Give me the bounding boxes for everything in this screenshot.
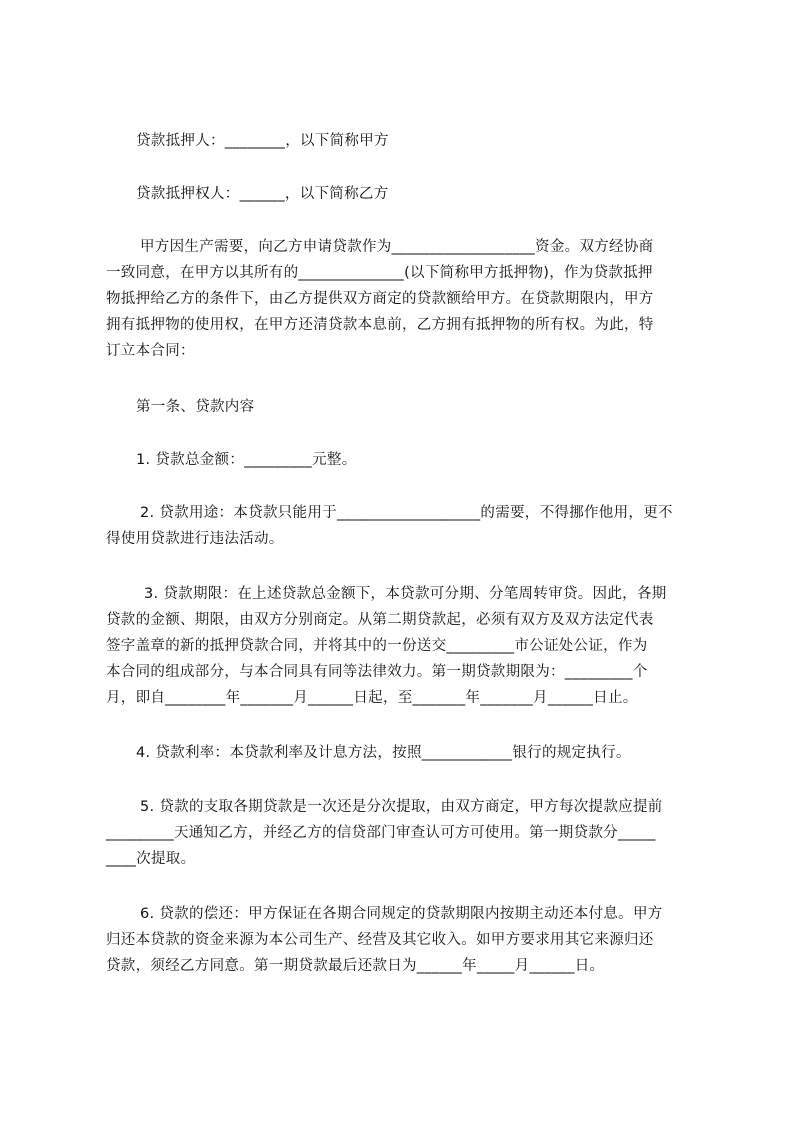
item-term-line: 贷款的金额、期限，由双方分别商定。从第二期贷款起，必须有双方及双方法定代表 (106, 612, 654, 628)
item-repayment-line: 6. 贷款的偿还：甲方保证在各期合同规定的贷款期限内按期主动还本付息。甲方 (140, 906, 663, 922)
mortgagor-line: 贷款抵押人：________，以下简称甲方 (136, 133, 389, 149)
preamble-line: 一致同意，在甲方以其所有的______________(以下简称甲方抵押物)，作为贷款抵押 (106, 265, 653, 281)
item-drawdown-line: _________天通知乙方，并经乙方的信贷部门审查认可方可使用。第一期贷款分_____ (106, 825, 656, 841)
item-term-line: 3. 贷款期限：在上述贷款总金额下，本贷款可分期、分笔周转审贷。因此，各期 (144, 586, 667, 602)
preamble-line: 拥有抵押物的使用权，在甲方还清贷款本息前，乙方拥有抵押物的所有权。为此，特 (106, 317, 654, 333)
item-repayment-line: 贷款，须经乙方同意。第一期贷款最后还款日为______年_____月______日。 (106, 958, 605, 974)
item-purpose-line: 得使用贷款进行违法活动。 (106, 531, 284, 547)
item-term-line: 签字盖章的新的抵押贷款合同，并将其中的一份送交_________市公证处公证，作为 (106, 638, 648, 654)
item-drawdown-line: 5. 贷款的支取各期贷款是一次还是分次提取，由双方商定，甲方每次提款应提前 (140, 799, 663, 815)
preamble-line: 甲方因生产需要，向乙方申请贷款作为___________________资金。双方经协商 (140, 239, 654, 255)
item-term-line: 本合同的组成部分，与本合同具有同等法律效力。第一期贷款期限为：_________个 (106, 664, 648, 680)
item-total-amount: 1. 贷款总金额：_________元整。 (136, 452, 357, 468)
item-purpose-line: 2. 贷款用途：本贷款只能用于___________________的需要，不得挪作他用，更不 (140, 505, 673, 521)
item-interest: 4. 贷款利率：本贷款利率及计息方法，按照____________银行的规定执行。 (136, 745, 631, 761)
article-title: 第一条、贷款内容 (136, 399, 255, 415)
item-repayment-line: 归还本贷款的资金来源为本公司生产、经营及其它收入。如甲方要求用其它来源归还 (106, 932, 654, 948)
item-term-line: 月，即自________年_______月______日起，至_______年_______月______日止。 (106, 690, 638, 706)
preamble-line: 订立本合同： (106, 343, 195, 359)
item-drawdown-line: ____次提取。 (106, 851, 196, 867)
preamble-line: 物抵押给乙方的条件下，由乙方提供双方商定的贷款额给甲方。在贷款期限内，甲方 (106, 291, 654, 307)
mortgagee-line: 贷款抵押权人：______，以下简称乙方 (136, 186, 389, 202)
